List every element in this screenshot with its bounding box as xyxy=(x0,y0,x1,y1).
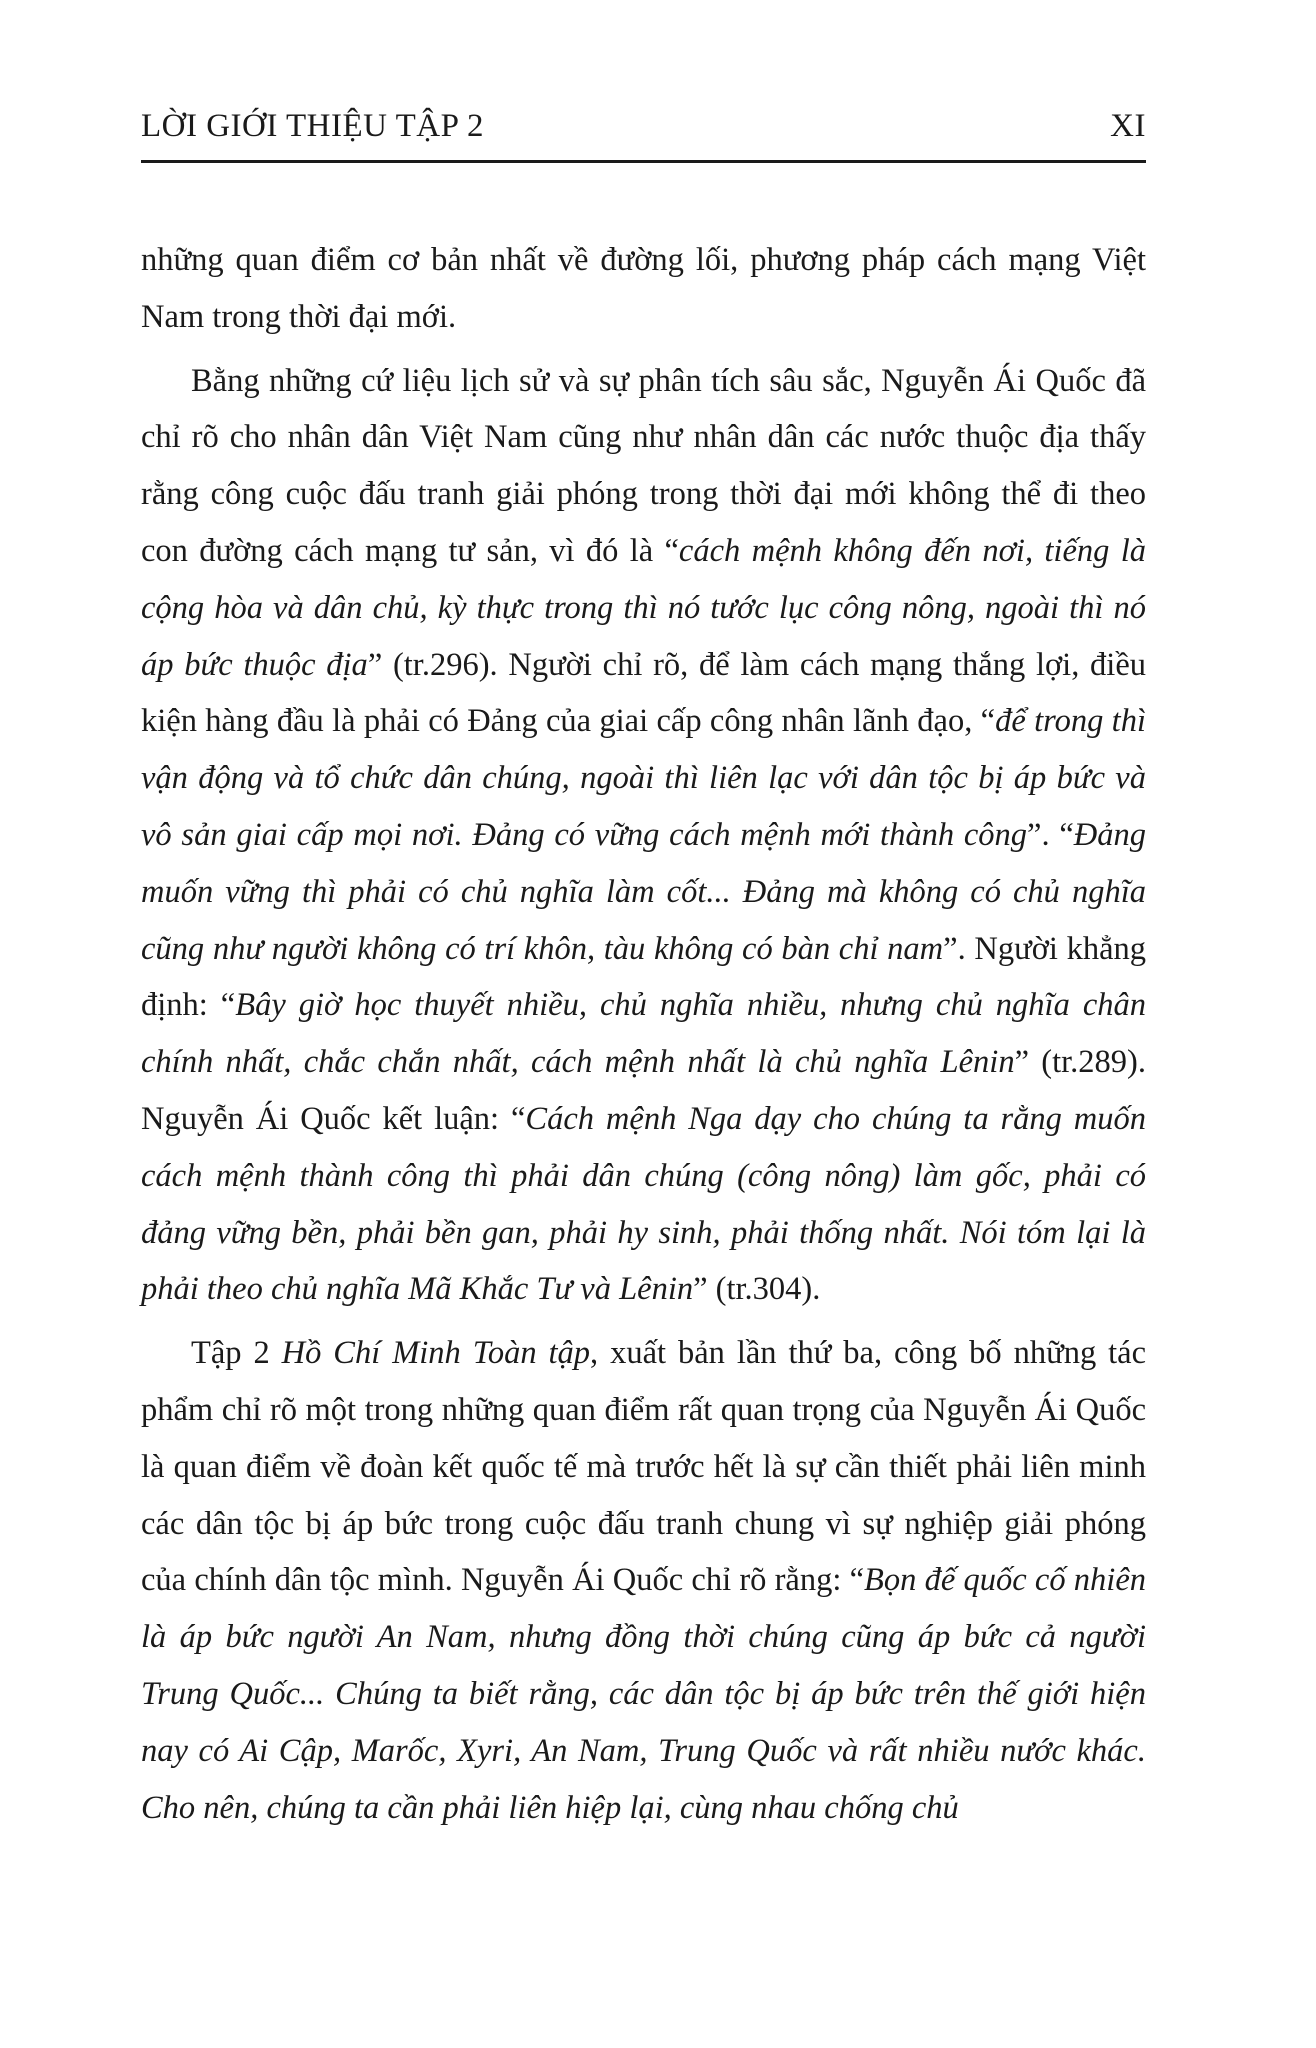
quoted-text: Bọn đế quốc cố nhiên là áp bức người An Nam, nhưng đồng thời chúng cũng áp bức cả người Trung Quốc... Chúng ta biết rằng, các dân tộc bị áp bức trên thế giới hiện nay có Ai Cập, Marốc, Xyri, An Nam, Trung Quốc và rất nhiều nước khác. Cho nên, chúng ta cần phải liên hiệp lại, cùng nhau chống chủ xyxy=(141,1562,1146,1826)
body-run: ” (tr.289). Nguyễn Ái Quốc kết luận: “ xyxy=(141,1044,1147,1137)
quoted-text: Hồ Chí Minh Toàn tập xyxy=(281,1335,591,1372)
running-head-title: LỜI GIỚI THIỆU TẬP 2 xyxy=(141,108,485,144)
body-text xyxy=(141,232,1146,1843)
paragraph-2 xyxy=(141,353,1146,1319)
body-run: ” (tr.296). Người chỉ rõ, để làm cách mạng thắng lợi, điều kiện hàng đầu là phải có Đảng của giai cấp công nhân lãnh đạo, “ xyxy=(141,646,1146,740)
body-run: ”. “ xyxy=(1027,816,1074,853)
body-run: ”. Người khẳng định: “ xyxy=(141,930,1146,1024)
page-number: XI xyxy=(1110,108,1146,144)
running-head xyxy=(141,108,1146,163)
body-run: Tập 2 xyxy=(191,1335,282,1372)
paragraph-1 xyxy=(141,232,1146,346)
paragraph-3 xyxy=(141,1325,1146,1836)
quoted-text: để trong thì vận động và tổ chức dân chúng, ngoài thì liên lạc với dân tộc bị áp bức và vô sản giai cấp mọi nơi. Đảng có vững cách mệnh mới thành công xyxy=(141,703,1146,853)
quoted-text: cách mệnh không đến nơi, tiếng là cộng hòa và dân chủ, kỳ thực trong thì nó tước lục công nông, ngoài thì nó áp bức thuộc địa xyxy=(141,532,1146,683)
body-run: ” (tr.304). xyxy=(693,1271,821,1308)
quoted-text: Đảng muốn vững thì phải có chủ nghĩa làm cốt... Đảng mà không có chủ nghĩa cũng như người không có trí khôn, tàu không có bàn chỉ nam xyxy=(141,816,1146,967)
body-run: những quan điểm cơ bản nhất về đường lối, phương pháp cách mạng Việt Nam trong thời đại mới. xyxy=(141,242,1146,335)
body-run: , xuất bản lần thứ ba, công bố những tác phẩm chỉ rõ một trong những quan điểm rất quan trọng của Nguyễn Ái Quốc là quan điểm về đoàn kết quốc tế mà trước hết là sự cần thiết phải liên minh các dân tộc bị áp bức trong cuộc đấu tranh chung vì sự nghiệp giải phóng của chính dân tộc mình. Nguyễn Ái Quốc chỉ rõ rằng: “ xyxy=(141,1335,1147,1599)
quoted-text: Bây giờ học thuyết nhiều, chủ nghĩa nhiều, nhưng chủ nghĩa chân chính nhất, chắc chắn nhất, cách mệnh nhất là chủ nghĩa Lênin xyxy=(141,987,1146,1081)
body-run: Bằng những cứ liệu lịch sử và sự phân tích sâu sắc, Nguyễn Ái Quốc đã chỉ rõ cho nhân dân Việt Nam cũng như nhân dân các nước thuộc địa thấy rằng công cuộc đấu tranh giải phóng trong thời đại mới không thể đi theo con đường cách mạng tư sản, vì đó là “ xyxy=(141,362,1146,569)
quoted-text: Cách mệnh Nga dạy cho chúng ta rằng muốn cách mệnh thành công thì phải dân chúng (công nông) làm gốc, phải có đảng vững bền, phải bền gan, phải hy sinh, phải thống nhất. Nói tóm lại là phải theo chủ nghĩa Mã Khắc Tư và Lênin xyxy=(141,1100,1146,1308)
